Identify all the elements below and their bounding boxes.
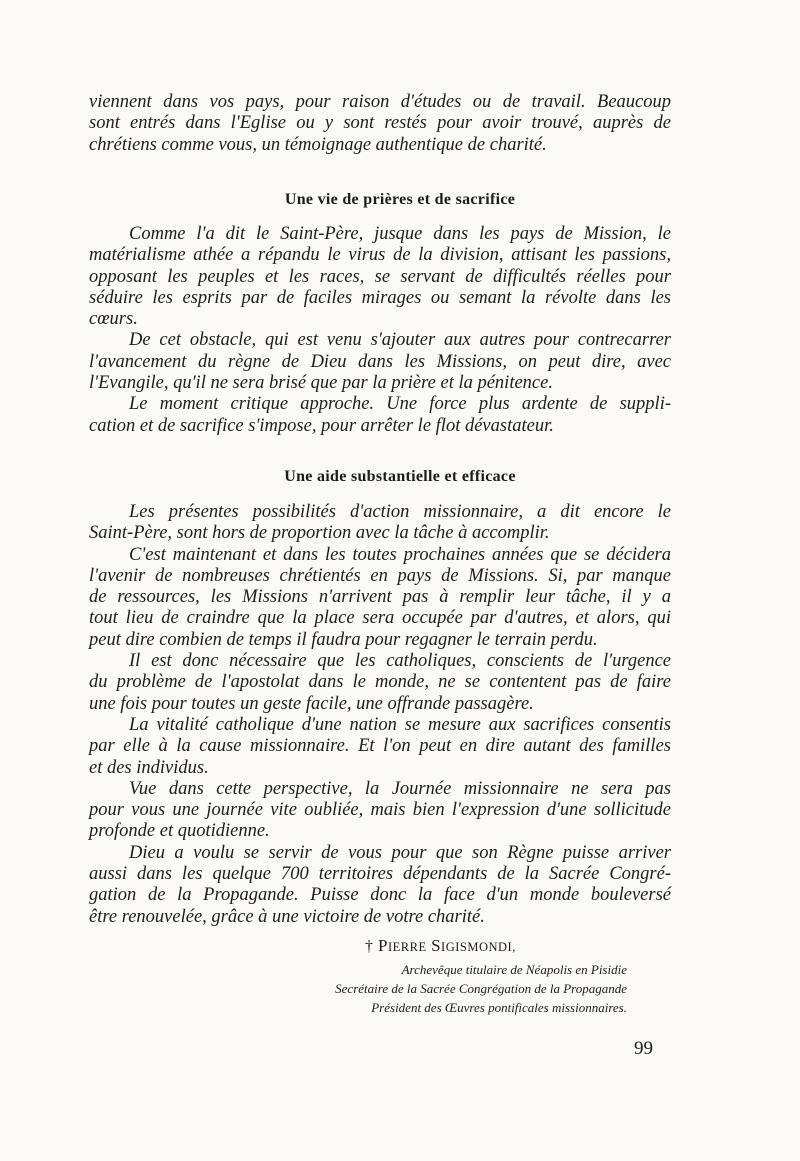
text-line: chrétiens comme vous, un témoignage authentique de charité. [89,134,547,155]
text-line: l'avancement du règne de Dieu dans les Missions, on peut dire, avec [89,351,671,372]
text-line: l'Evangile, qu'il ne sera brisé que par la prière et la pénitence. [89,373,553,394]
text-line: être renouvelée, grâce à une victoire de votre charité. [89,906,485,927]
text-line: Les présentes possibilités d'action missionnaire, a dit encore le [129,502,671,522]
page-number: 99 [634,1038,653,1059]
text-line: par elle à la cause missionnaire. Et l'on peut en dire autant des familles [89,736,671,757]
text-line: profonde et quotidienne. [89,821,270,842]
text-line: et des individus. [89,757,209,778]
signature-name [365,936,516,956]
first-name-rest: IERRE [387,940,427,954]
text-line: cation et de sacrifice s'impose, pour arrêter le flot dévastateur. [89,415,554,436]
section-heading-prayers: Une vie de prières et de sacrifice [284,191,516,208]
text-line: Dieu a voulu se servir de vous pour que son Règne puisse arriver [129,842,671,863]
text-line: du problème de l'apostolat dans le monde, ne se contentent pas de faire [89,672,671,693]
signature-title-line: Secrétaire de la Sacrée Congrégation de la Propagande [335,981,627,996]
text-line: matérialisme athée a répandu le virus de la division, attisant les passions, [89,245,671,266]
signature-title-line: Président des Œuvres pontificales missionnaires. [371,1000,627,1015]
text-line: séduire les esprits par de faciles mirages ou semant la révolte dans les [89,287,671,308]
text-line: Saint-Père, sont hors de proportion avec la tâche à accomplir. [89,523,550,544]
text-line: gation de la Propagande. Puisse donc la face d'un monde bouleversé [89,885,671,906]
text-line: peut dire combien de temps il faudra pour regagner le terrain perdu. [89,629,598,650]
last-name-rest: IGISMONDI, [441,940,516,954]
text-line: La vitalité catholique d'une nation se mesure aux sacrifices consentis [129,714,671,735]
text-line: pour vous une journée vite oubliée, mais bien l'expression d'une sollicitude [89,800,671,821]
text-line: Il est donc nécessaire que les catholiques, conscients de l'urgence [129,651,671,672]
text-line: de ressources, les Missions n'arrivent pas à remplir leur tâche, il y a [89,587,671,608]
text-line: aussi dans les quelque 700 territoires dépendants de la Sacrée Congré- [89,864,671,885]
last-name-initial: S [431,936,442,955]
intro-paragraph [89,92,671,156]
text-line: une fois pour toutes un geste facile, une offrande passagère. [89,693,534,714]
first-name-initial: P [378,936,388,955]
signature-title-line: Archevêque titulaire de Néapolis en Pisidie [401,962,627,977]
text-line: tout lieu de craindre que la place sera occupée par d'autres, et alors, qui [89,608,671,629]
text-line: l'avenir de nombreuses chrétientés en pays de Missions. Si, par manque [89,565,671,586]
text-line: cœurs. [89,309,138,330]
text-line: viennent dans vos pays, pour raison d'études ou de travail. Beaucoup [89,92,671,112]
dagger-symbol: † [365,938,374,955]
text-line: Comme l'a dit le Saint-Père, jusque dans les pays de Mission, le [129,224,671,244]
section-prayers-body [89,224,671,437]
text-line: opposant les peuples et les races, se servant de difficultés réelles pour [89,266,671,287]
text-line: Le moment critique approche. Une force plus ardente de suppli- [129,394,671,415]
text-line: C'est maintenant et dans les toutes prochaines années que se décidera [129,544,671,565]
text-line: De cet obstacle, qui est venu s'ajouter aux autres pour contrecarrer [129,330,671,351]
section-heading-aid: Une aide substantielle et efficace [284,468,516,485]
section-aid-body [89,502,671,928]
text-line: sont entrés dans l'Eglise ou y sont restés pour avoir trouvé, auprès de [89,113,671,134]
text-line: Vue dans cette perspective, la Journée missionnaire ne sera pas [129,778,671,799]
